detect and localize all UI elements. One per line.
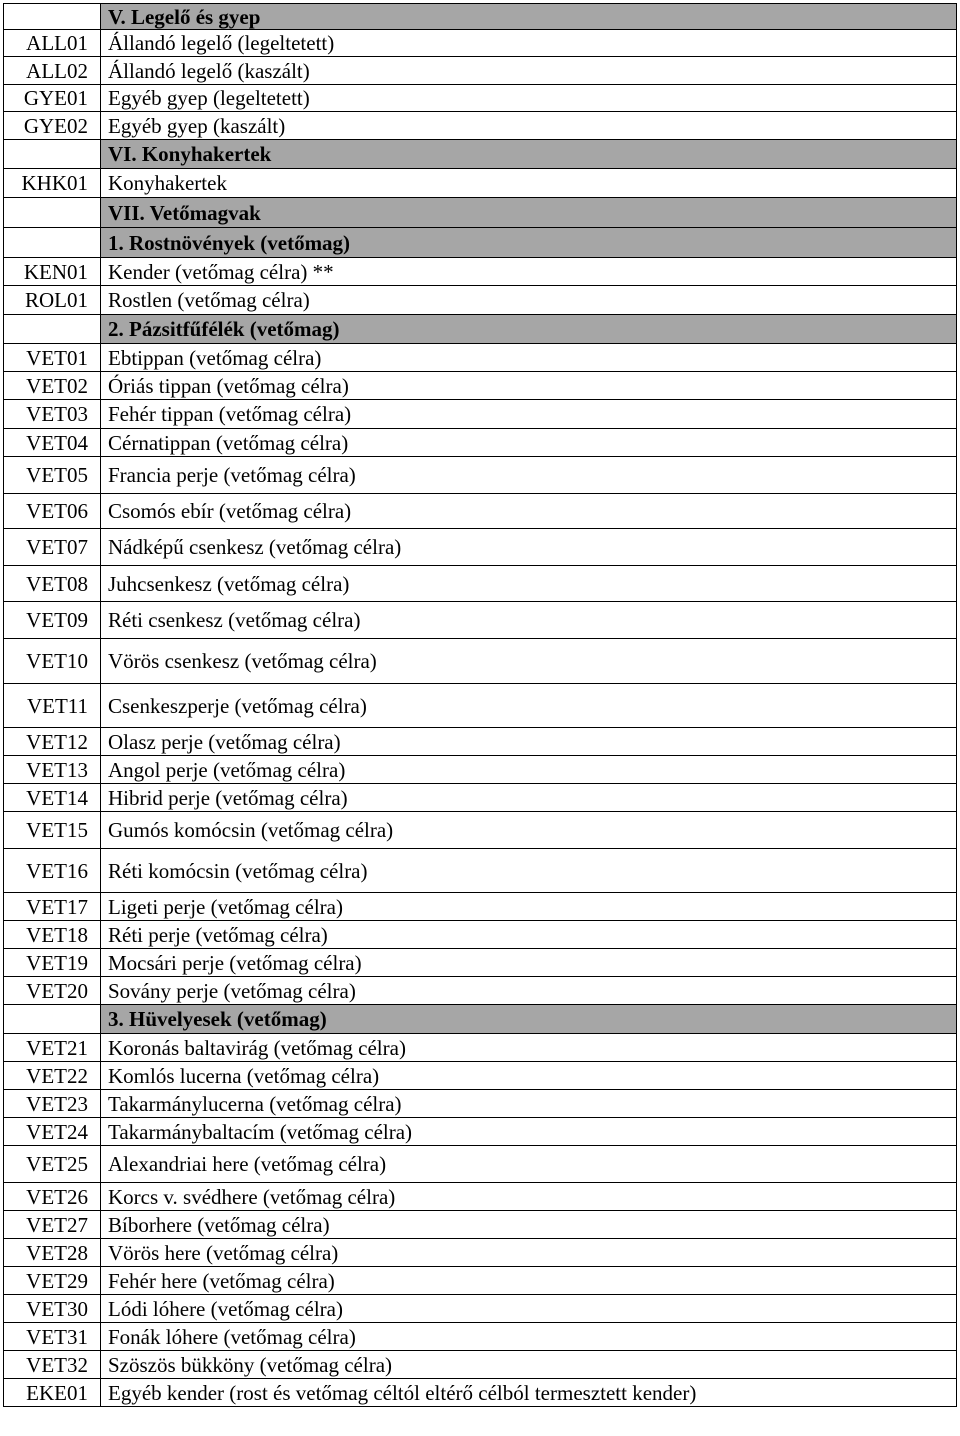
code-cell: VET20 <box>4 977 101 1005</box>
code-cell: VET02 <box>4 372 101 400</box>
name-cell: Szöszös bükköny (vetőmag célra) <box>101 1351 957 1379</box>
name-cell: Egyéb kender (rost és vetőmag céltól eltérő célból termesztett kender) <box>101 1379 957 1407</box>
code-cell <box>4 315 101 344</box>
table-row <box>4 728 957 756</box>
name-cell: Réti perje (vetőmag célra) <box>101 921 957 949</box>
code-cell: VET21 <box>4 1034 101 1062</box>
name-cell: Takarmánylucerna (vetőmag célra) <box>101 1090 957 1118</box>
table-row <box>4 1239 957 1267</box>
code-cell <box>4 228 101 258</box>
code-cell: VET11 <box>4 684 101 728</box>
code-cell <box>4 198 101 228</box>
name-cell: Óriás tippan (vetőmag célra) <box>101 372 957 400</box>
code-cell: VET22 <box>4 1062 101 1090</box>
table-row <box>4 602 957 639</box>
code-cell: VET10 <box>4 639 101 684</box>
crop-code-table-body <box>4 4 957 1407</box>
table-row <box>4 112 957 140</box>
section-header-row <box>4 198 957 228</box>
code-cell: ALL01 <box>4 30 101 57</box>
table-row <box>4 684 957 728</box>
code-cell: VET09 <box>4 602 101 639</box>
name-cell: Rostlen (vetőmag célra) <box>101 286 957 315</box>
code-cell: VET24 <box>4 1118 101 1146</box>
table-row <box>4 1351 957 1379</box>
name-cell: Cérnatippan (vetőmag célra) <box>101 429 957 457</box>
code-cell: VET01 <box>4 344 101 372</box>
table-row <box>4 1183 957 1211</box>
code-cell: VET25 <box>4 1146 101 1183</box>
section-title-cell: 3. Hüvelyesek (vetőmag) <box>101 1005 957 1034</box>
section-header-row <box>4 228 957 258</box>
name-cell: Francia perje (vetőmag célra) <box>101 457 957 494</box>
table-row <box>4 849 957 893</box>
table-row <box>4 921 957 949</box>
code-cell: ALL02 <box>4 57 101 85</box>
code-cell: VET03 <box>4 400 101 429</box>
table-row <box>4 1034 957 1062</box>
name-cell: Bíborhere (vetőmag célra) <box>101 1211 957 1239</box>
name-cell: Egyéb gyep (legeltetett) <box>101 85 957 112</box>
name-cell: Komlós lucerna (vetőmag célra) <box>101 1062 957 1090</box>
name-cell: Olasz perje (vetőmag célra) <box>101 728 957 756</box>
code-cell: VET14 <box>4 784 101 812</box>
name-cell: Csomós ebír (vetőmag célra) <box>101 494 957 529</box>
section-title-cell: VII. Vetőmagvak <box>101 198 957 228</box>
code-cell: VET27 <box>4 1211 101 1239</box>
name-cell: Koronás baltavirág (vetőmag célra) <box>101 1034 957 1062</box>
name-cell: Csenkeszperje (vetőmag célra) <box>101 684 957 728</box>
table-row <box>4 784 957 812</box>
table-row <box>4 639 957 684</box>
code-cell: KHK01 <box>4 169 101 198</box>
code-cell: VET13 <box>4 756 101 784</box>
code-cell: VET17 <box>4 893 101 921</box>
table-row <box>4 566 957 602</box>
table-row <box>4 85 957 112</box>
table-row <box>4 169 957 198</box>
name-cell: Fehér tippan (vetőmag célra) <box>101 400 957 429</box>
name-cell: Juhcsenkesz (vetőmag célra) <box>101 566 957 602</box>
table-row <box>4 494 957 529</box>
name-cell: Gumós komócsin (vetőmag célra) <box>101 812 957 849</box>
code-cell: VET19 <box>4 949 101 977</box>
code-cell: GYE02 <box>4 112 101 140</box>
name-cell: Vörös here (vetőmag célra) <box>101 1239 957 1267</box>
code-cell <box>4 1005 101 1034</box>
code-cell: VET16 <box>4 849 101 893</box>
table-row <box>4 1146 957 1183</box>
code-cell: EKE01 <box>4 1379 101 1407</box>
table-row <box>4 457 957 494</box>
section-title-cell: VI. Konyhakertek <box>101 140 957 169</box>
table-row <box>4 529 957 566</box>
name-cell: Konyhakertek <box>101 169 957 198</box>
name-cell: Mocsári perje (vetőmag célra) <box>101 949 957 977</box>
table-row <box>4 400 957 429</box>
code-cell: VET07 <box>4 529 101 566</box>
table-row <box>4 30 957 57</box>
table-row <box>4 756 957 784</box>
name-cell: Fehér here (vetőmag célra) <box>101 1267 957 1295</box>
code-cell: KEN01 <box>4 258 101 286</box>
name-cell: Ligeti perje (vetőmag célra) <box>101 893 957 921</box>
code-cell: VET18 <box>4 921 101 949</box>
table-row <box>4 1379 957 1407</box>
code-cell: VET15 <box>4 812 101 849</box>
name-cell: Állandó legelő (kaszált) <box>101 57 957 85</box>
code-cell: VET29 <box>4 1267 101 1295</box>
code-cell <box>4 140 101 169</box>
name-cell: Nádképű csenkesz (vetőmag célra) <box>101 529 957 566</box>
name-cell: Lódi lóhere (vetőmag célra) <box>101 1295 957 1323</box>
table-row <box>4 429 957 457</box>
code-cell: VET05 <box>4 457 101 494</box>
code-cell: VET23 <box>4 1090 101 1118</box>
name-cell: Egyéb gyep (kaszált) <box>101 112 957 140</box>
table-row <box>4 1323 957 1351</box>
section-header-row <box>4 4 957 30</box>
code-cell: VET32 <box>4 1351 101 1379</box>
name-cell: Angol perje (vetőmag célra) <box>101 756 957 784</box>
table-row <box>4 893 957 921</box>
code-cell: ROL01 <box>4 286 101 315</box>
code-cell: VET06 <box>4 494 101 529</box>
code-cell: GYE01 <box>4 85 101 112</box>
name-cell: Állandó legelő (legeltetett) <box>101 30 957 57</box>
name-cell: Hibrid perje (vetőmag célra) <box>101 784 957 812</box>
section-title-cell: V. Legelő és gyep <box>101 4 957 30</box>
section-title-cell: 2. Pázsitfűfélék (vetőmag) <box>101 315 957 344</box>
name-cell: Takarmánybaltacím (vetőmag célra) <box>101 1118 957 1146</box>
name-cell: Alexandriai here (vetőmag célra) <box>101 1146 957 1183</box>
table-row <box>4 286 957 315</box>
name-cell: Vörös csenkesz (vetőmag célra) <box>101 639 957 684</box>
code-cell: VET28 <box>4 1239 101 1267</box>
table-row <box>4 1211 957 1239</box>
table-row <box>4 1090 957 1118</box>
code-cell: VET31 <box>4 1323 101 1351</box>
code-cell: VET30 <box>4 1295 101 1323</box>
table-row <box>4 1295 957 1323</box>
name-cell: Réti komócsin (vetőmag célra) <box>101 849 957 893</box>
table-row <box>4 258 957 286</box>
table-row <box>4 344 957 372</box>
table-row <box>4 977 957 1005</box>
section-header-row <box>4 1005 957 1034</box>
crop-code-table <box>3 3 957 1407</box>
section-header-row <box>4 140 957 169</box>
table-row <box>4 57 957 85</box>
name-cell: Kender (vetőmag célra) ** <box>101 258 957 286</box>
table-row <box>4 372 957 400</box>
name-cell: Ebtippan (vetőmag célra) <box>101 344 957 372</box>
code-cell: VET04 <box>4 429 101 457</box>
table-row <box>4 1267 957 1295</box>
code-cell: VET26 <box>4 1183 101 1211</box>
code-cell <box>4 4 101 30</box>
table-row <box>4 949 957 977</box>
table-row <box>4 1118 957 1146</box>
section-title-cell: 1. Rostnövények (vetőmag) <box>101 228 957 258</box>
name-cell: Réti csenkesz (vetőmag célra) <box>101 602 957 639</box>
name-cell: Korcs v. svédhere (vetőmag célra) <box>101 1183 957 1211</box>
name-cell: Sovány perje (vetőmag célra) <box>101 977 957 1005</box>
code-cell: VET08 <box>4 566 101 602</box>
table-row <box>4 812 957 849</box>
name-cell: Fonák lóhere (vetőmag célra) <box>101 1323 957 1351</box>
section-header-row <box>4 315 957 344</box>
table-row <box>4 1062 957 1090</box>
code-cell: VET12 <box>4 728 101 756</box>
